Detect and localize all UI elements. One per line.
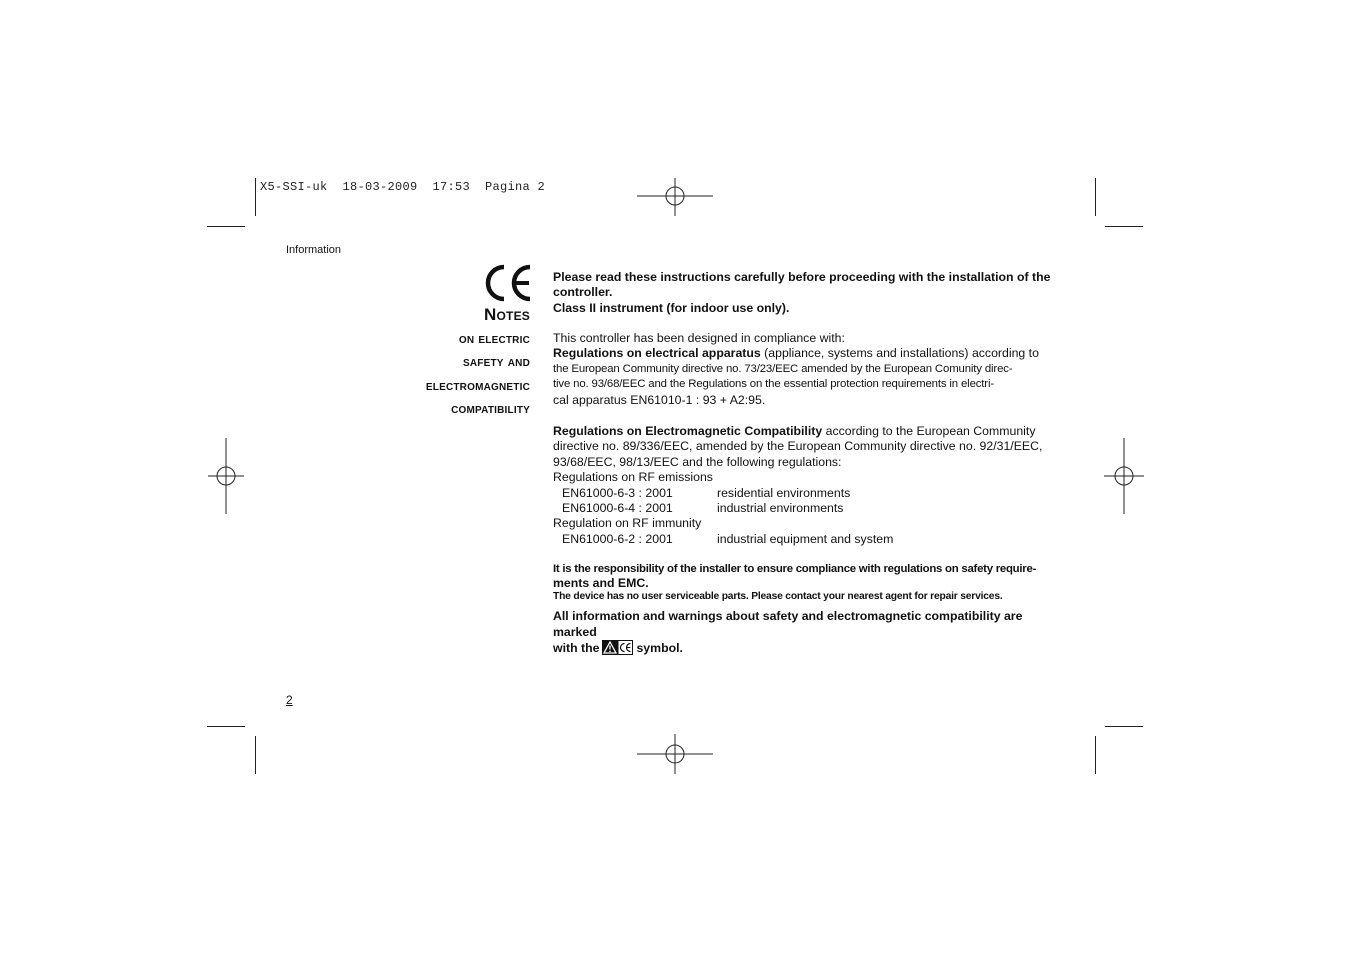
registration-mark-icon — [637, 716, 713, 792]
instrument-class: Class II instrument (for indoor use only). — [553, 300, 790, 315]
heading-line: electromagnetic — [425, 376, 530, 393]
emc-regulations — [553, 424, 1065, 439]
crop-mark-top-right-v — [1095, 178, 1096, 216]
safety-marking-text: symbol. — [636, 641, 683, 656]
safety-marking-note: All information and warnings about safety and electromagnetic compatibility are marked — [553, 609, 1023, 639]
electrical-regulations-line: cal apparatus EN61010-1 : 93 + A2:95. — [553, 392, 766, 407]
standard-scope: industrial equipment and system — [717, 531, 894, 546]
standard-scope: residential environments — [717, 485, 851, 500]
emc-regulations-title: Regulations on Electromagnetic Compatibility — [553, 424, 823, 438]
crop-mark-bottom-left-h — [207, 726, 245, 727]
safety-marking-note-line — [553, 640, 1065, 656]
installer-responsibility-line: ments and EMC. — [553, 576, 649, 591]
crop-mark-bottom-right-h — [1105, 726, 1143, 727]
electrical-regulations — [553, 346, 1065, 361]
intro-instruction: Please read these instructions carefully before proceeding with the installation of the controller. — [553, 270, 1051, 300]
standard-row — [553, 486, 1065, 501]
heading-line: on electric — [458, 330, 530, 346]
heading-line: compatibility — [451, 400, 530, 417]
standard-row — [553, 501, 1065, 516]
print-header: X5-SSI-uk 18-03-2009 17:53 Pagina 2 — [260, 180, 546, 194]
electrical-regulations-line: the European Community directive no. 73/23/EEC amended by the European Comunity direc- — [553, 362, 1013, 375]
section-heading — [340, 303, 530, 421]
standard-code: EN61000-6-3 : 2001 — [562, 485, 673, 500]
section-label: Information — [286, 244, 342, 256]
warning-ce-symbol-icon — [602, 640, 633, 655]
closing-block — [553, 562, 1065, 657]
registration-mark-icon — [637, 158, 713, 234]
crop-mark-top-right-h — [1105, 226, 1143, 227]
emc-regulations-line: 93/68/EEC, 98/13/EEC and the following regulations: — [553, 454, 842, 469]
rf-immunity-label: Regulation on RF immunity — [553, 516, 702, 531]
registration-mark-icon — [188, 438, 264, 514]
intro-block — [553, 270, 1065, 316]
registration-mark-icon — [1086, 438, 1162, 514]
emc-regulations-line: directive no. 89/336/EEC, amended by the European Community directive no. 92/31/EEC, — [553, 439, 1043, 454]
electrical-regulations-line: tive no. 93/68/EEC and the Regulations on the essential protection requirements in electri- — [553, 378, 994, 391]
crop-mark-top-left-h — [207, 226, 245, 227]
crop-mark-top-left-v — [255, 178, 256, 216]
installer-responsibility: It is the responsibility of the installer to ensure compliance with regulations on safety require- — [553, 563, 1037, 575]
electrical-regulations-text: (appliance, systems and installations) according to — [760, 346, 1039, 361]
crop-mark-bottom-right-v — [1095, 736, 1096, 774]
heading-title: Notes — [484, 305, 530, 324]
heading-line: safety and — [462, 353, 530, 370]
rf-emissions-label: Regulations on RF emissions — [553, 470, 713, 485]
standard-code: EN61000-6-4 : 2001 — [562, 501, 673, 516]
no-serviceable-parts: The device has no user serviceable parts. Please contact your nearest agent for repair services. — [553, 591, 1003, 603]
compliance-block — [553, 331, 1065, 408]
standard-row — [553, 532, 1065, 547]
standard-scope: industrial environments — [717, 501, 844, 516]
electrical-regulations-title: Regulations on electrical apparatus — [553, 346, 761, 361]
emc-regulations-text: according to the European Community — [822, 424, 1036, 438]
emc-block — [553, 424, 1065, 547]
ce-mark-icon — [484, 264, 534, 302]
standard-code: EN61000-6-2 : 2001 — [562, 531, 673, 546]
compliance-lead: This controller has been designed in compliance with: — [553, 331, 845, 345]
safety-marking-text: with the — [553, 641, 600, 656]
crop-mark-bottom-left-v — [255, 736, 256, 774]
page-number: 2 — [286, 693, 293, 707]
